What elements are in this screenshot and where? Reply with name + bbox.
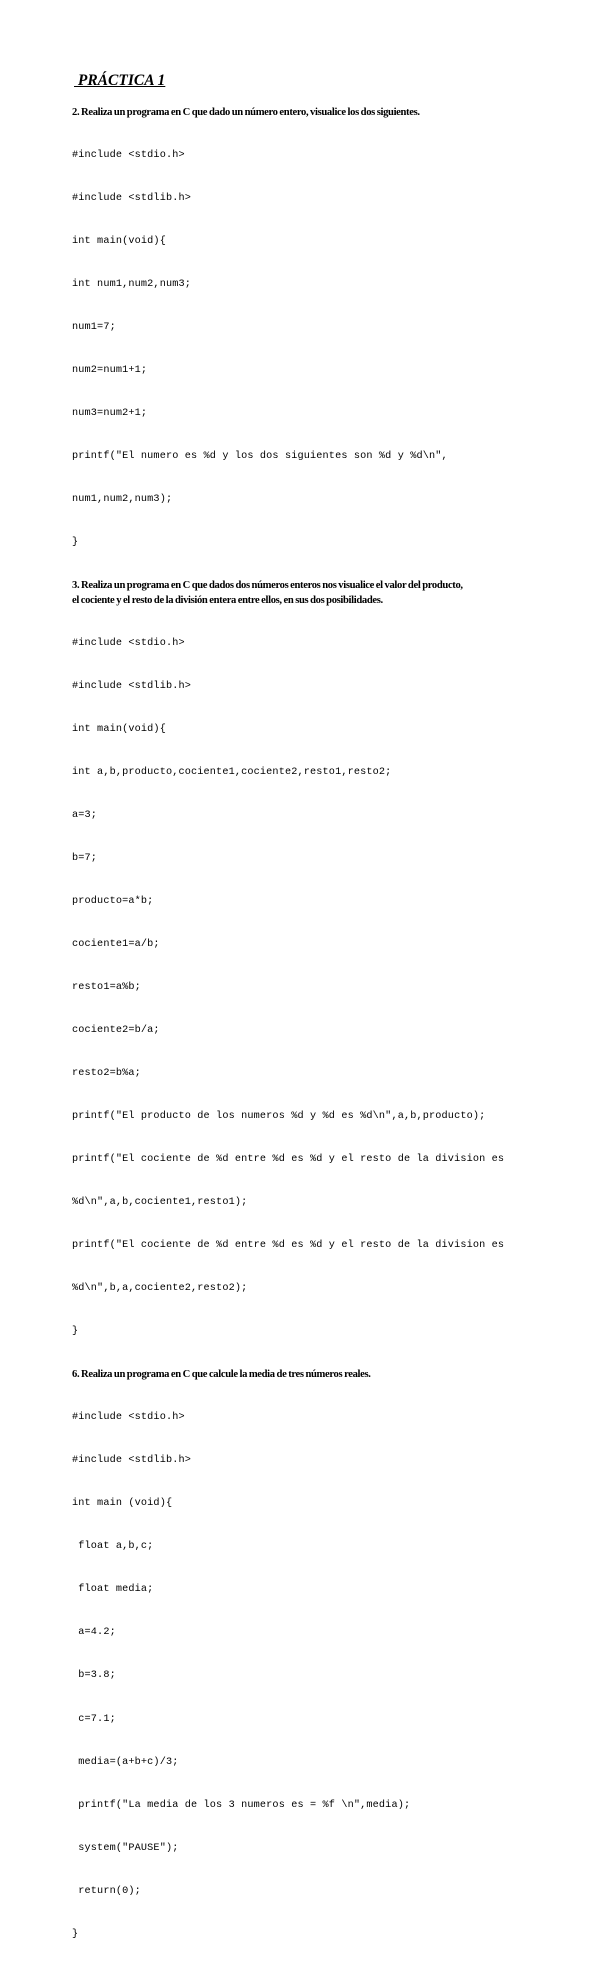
exercise-3-heading [72,579,542,608]
exercise-6 [72,1368,542,1970]
exercise-3-code [72,608,542,1368]
code-line: num2=num1+1; [72,365,148,377]
title-spacer [72,92,542,106]
code-line: int num1,num2,num3; [72,279,192,291]
code-line: int main (void){ [72,1498,173,1510]
code-line: cociente2=b/a; [72,1025,160,1036]
code-line: int main(void){ [72,236,166,248]
code-line: #include <stdlib.h> [72,680,192,692]
code-line: a=4.2; [72,1627,116,1639]
code-line: printf("El producto de los numeros %d y %d es %d\n",a,b,producto); [72,1111,486,1123]
code-line: int main(void){ [72,723,166,735]
document-page [72,70,542,1971]
code-line: b=7; [72,852,98,864]
exercise-6-heading [72,1368,542,1382]
exercise-3-heading-line-1: 3. Realiza un programa en C que dados dos números enteros nos visualice el valor del producto, [72,580,463,592]
page-title: PRÁCTICA 1 [74,72,166,89]
code-line: #include <stdio.h> [72,637,185,649]
code-line: num1,num2,num3); [72,494,173,506]
code-line: %d\n",a,b,cociente1,resto1); [72,1197,248,1209]
code-line: a=3; [72,809,98,821]
exercise-2-heading [72,106,542,120]
code-line: float a,b,c; [72,1541,154,1553]
code-line: c=7.1; [72,1713,116,1725]
code-line: } [72,1928,79,1940]
code-line: #include <stdlib.h> [72,1455,192,1467]
code-line: cociente1=a/b; [72,938,160,950]
code-line: num1=7; [72,322,116,334]
exercise-2-code [72,120,542,579]
code-line: float media; [72,1584,154,1596]
exercise-3 [72,579,542,1368]
exercise-3-heading-line-2: el cociente y el resto de la división entera entre ellos, en sus dos posibilidades. [72,594,383,606]
code-line: return(0); [72,1885,141,1897]
code-line: } [72,1326,79,1338]
code-line: num3=num2+1; [72,408,148,420]
code-line: printf("La media de los 3 numeros es = %f \n",media); [72,1799,411,1811]
code-line: #include <stdlib.h> [72,193,192,205]
code-line: system("PAUSE"); [72,1842,179,1854]
code-line: producto=a*b; [72,895,154,907]
exercise-6-heading-line: 6. Realiza un programa en C que calcule la media de tres números reales. [72,1369,371,1381]
code-line: b=3.8; [72,1670,116,1682]
code-line: #include <stdio.h> [72,150,185,162]
code-line: } [72,537,79,549]
code-line: #include <stdio.h> [72,1412,185,1424]
code-line: printf("El numero es %d y los dos siguientes son %d y %d\n", [72,451,448,463]
code-line: resto1=a%b; [72,981,141,993]
code-line: media=(a+b+c)/3; [72,1756,179,1768]
exercise-2-heading-line: 2. Realiza un programa en C que dado un número entero, visualice los dos siguientes. [72,107,420,118]
exercise-6-code [72,1383,542,1971]
code-line: %d\n",b,a,cociente2,resto2); [72,1283,248,1295]
code-line: printf("El cociente de %d entre %d es %d y el resto de la division es [72,1154,505,1166]
exercise-2 [72,106,542,579]
code-line: resto2=b%a; [72,1068,141,1080]
code-line: printf("El cociente de %d entre %d es %d y el resto de la division es [72,1240,505,1252]
code-line: int a,b,producto,cociente1,cociente2,resto1,resto2; [72,766,392,778]
